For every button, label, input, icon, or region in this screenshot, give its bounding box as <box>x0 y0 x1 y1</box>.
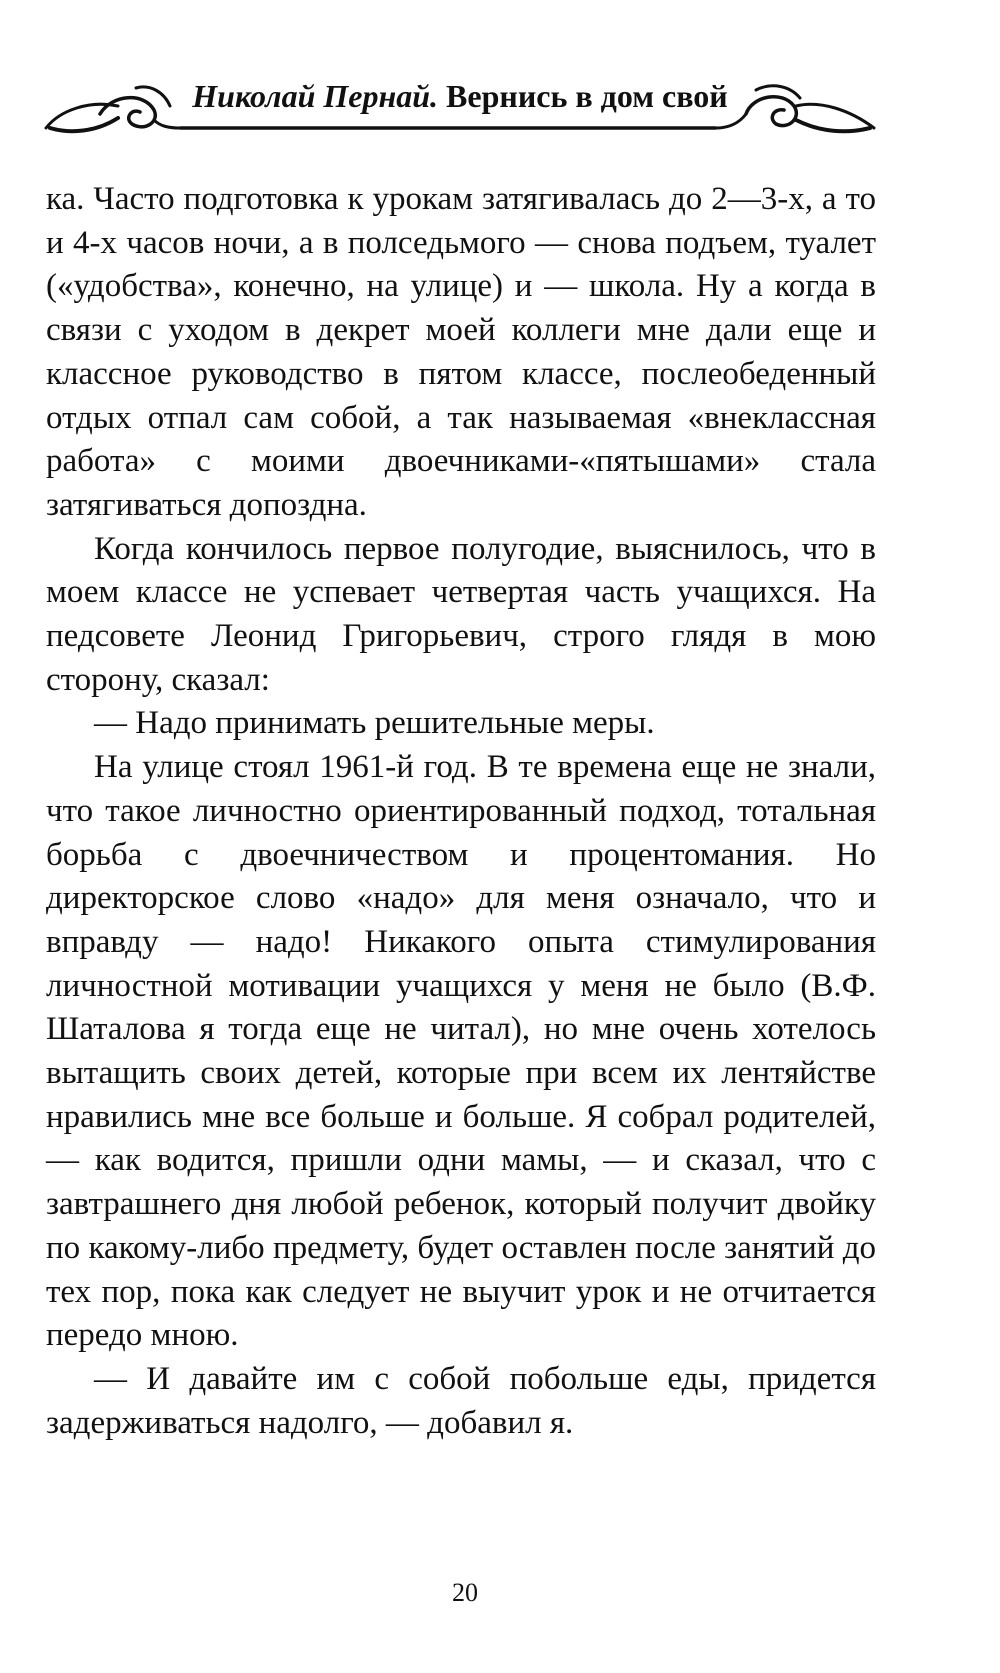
body-text <box>46 178 876 1445</box>
header-author: Николай Пернай. <box>192 78 439 114</box>
paragraph-1: ка. Часто подготовка к урокам затягивалась до 2—3-х, а то и 4-х часов ночи, а в полседьмого — снова подъем, туалет («удобства», конечно, на улице) и — школа. Ну а когда в связи с уходом в декрет моей коллеги мне дали еще и классное руководство в пятом классе, послеобеденный отдых отпал сам собой, а так называемая «внеклассная работа» с моими двоечниками-«пятышами» стала затягиваться допоздна. <box>46 181 876 523</box>
running-header <box>40 70 880 150</box>
header-title <box>40 78 880 114</box>
header-book-title: Вернись в дом свой <box>446 78 728 114</box>
paragraph-4: На улице стоял 1961-й год. В те времена еще не знали, что такое личностно ориентированный подход, тотальная борьба с двоечничеством и процентомания. Но директорское слово «надо» для меня означало, что и вправду — надо! Никакого опыта стимулирования личностной мотивации учащихся у меня не было (В.Ф. Шаталова я тогда еще не читал), но мне очень хотелось вытащить своих детей, которые при всем их лентяйстве нравились мне все больше и больше. Я собрал родителей, — как водится, пришли одни мамы, — и сказал, что с завтрашнего дня любой ребенок, который получит двойку по какому-либо предмету, будет оставлен после занятий до тех пор, пока как следует не выучит урок и не отчитается передо мною. <box>46 749 876 1354</box>
page-number: 20 <box>452 1578 478 1607</box>
paragraph-2: Когда кончилось первое полугодие, выяснилось, что в моем классе не успевает четвертая часть учащихся. На педсовете Леонид Григорьевич, строго глядя в мою сторону, сказал: <box>46 530 876 698</box>
paragraph-5: — И давайте им с собой побольше еды, придется задерживаться надолго, — добавил я. <box>46 1360 876 1441</box>
paragraph-3: — Надо принимать решительные меры. <box>94 705 655 742</box>
